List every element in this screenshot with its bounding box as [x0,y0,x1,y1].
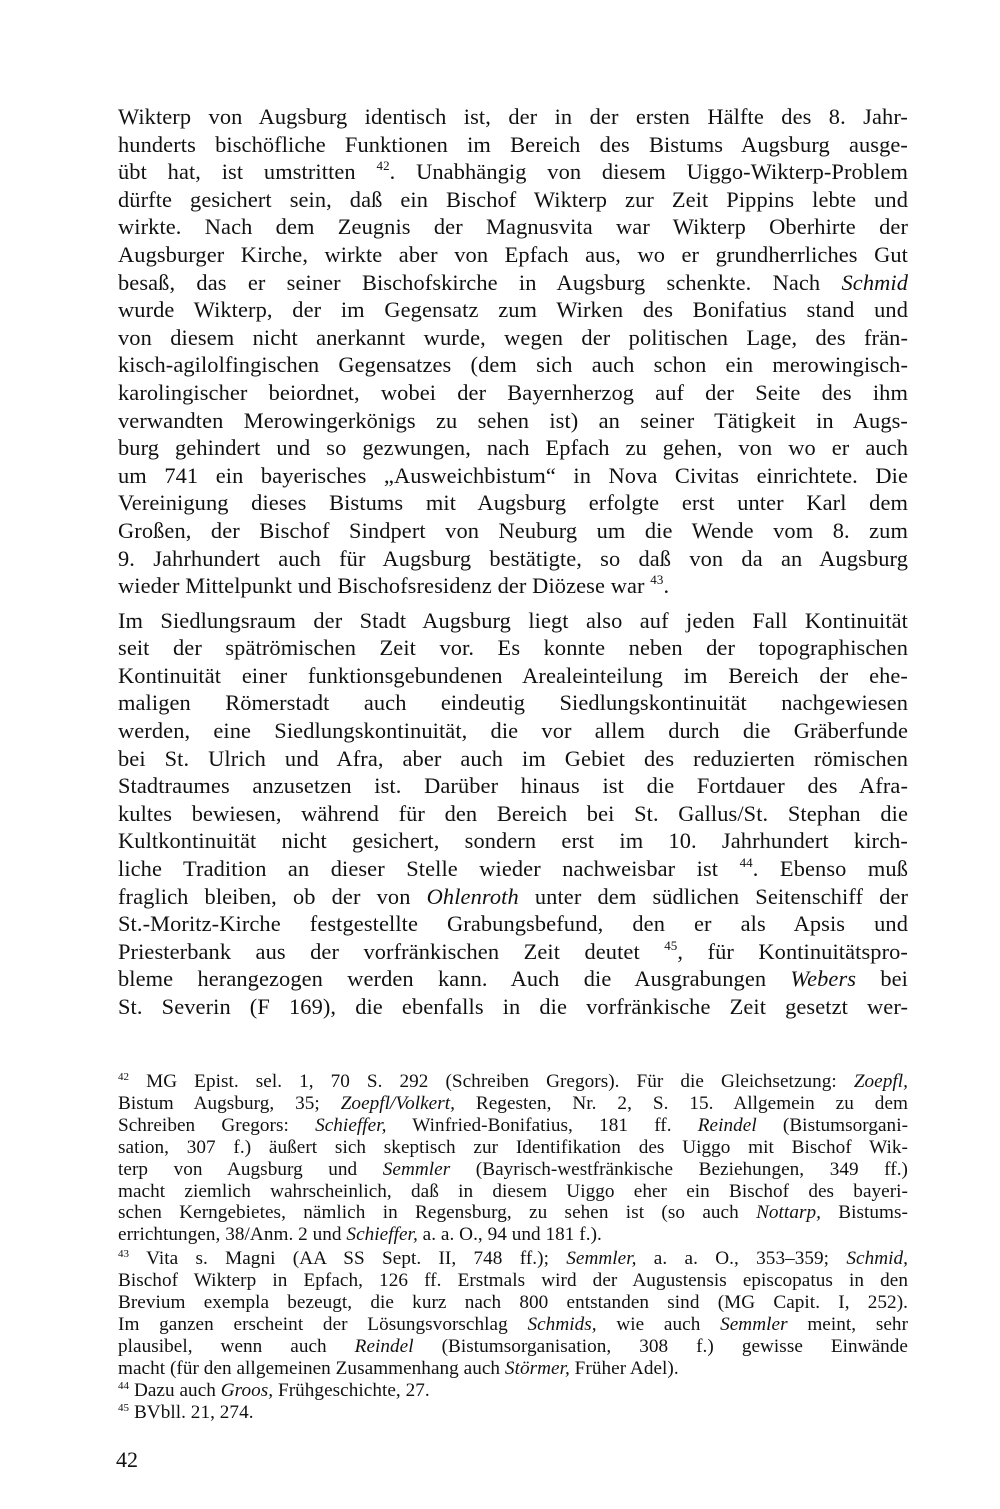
footnote-ref-45[interactable]: 45 [664,937,678,953]
text-line: wieder Mittelpunkt und Bischofsresidenz der Diözese war $^{43}$. [118,572,670,599]
note-line: Bischof Wikterp in Epfach, 126 ff. Erstmals wird der Augustensis episcopatus in den [118,1270,908,1292]
text-line: von diesem nicht anerkannt wurde, wegen der politischen Lage, des frän- [118,324,908,350]
footnote-number: 42 [118,1071,130,1083]
text-line: kisch-agilolfingischen Gegensatzes (dem sich auch schon ein merowingisch- [118,352,908,378]
text-line: burg gehindert und so gezwungen, nach Epfach zu gehen, von wo er auch [118,435,908,461]
text-line: karolingischer beiordnet, wobei der Bayernherzog auf der Seite des ihm [118,379,908,405]
footnote-43 [118,1248,908,1379]
text-line: Stadtraumes anzusetzen ist. Darüber hinaus ist die Fortdauer des Afra- [118,773,908,799]
paragraph-2 [118,607,908,1021]
text-line: bei St. Ulrich und Afra, aber auch im Gebiet des reduzierten römischen [118,745,908,771]
footnote-45 [118,1402,908,1424]
text-line: Wikterp von Augsburg identisch ist, der in der ersten Hälfte des 8. Jahr- [118,104,908,129]
text-line: um 741 ein bayerisches „Ausweichbistum“ in Nova Civitas einrichtete. Die [118,462,908,488]
text-line: Im Siedlungsraum der Stadt Augsburg liegt also auf jeden Fall Kontinuität [118,607,908,633]
footnote-ref-43[interactable]: 43 [650,572,664,588]
note-line: $^{44}$ Dazu auch Groos, Frühgeschichte, 27. [118,1379,430,1401]
text-line: übt hat, ist umstritten $^{42}$. Unabhängig von diesem Uiggo-Wikterp-Problem [118,158,908,185]
text-line: St.-Moritz-Kirche festgestellte Grabungsbefund, den er als Apsis und [118,911,908,937]
note-line: $^{43}$ Vita s. Magni (AA SS Sept. II, 748 ff.); Semmler, a. a. O., 353–359; Schmid, [118,1248,908,1270]
footnote-ref-44[interactable]: 44 [739,855,753,871]
text-line: wurde Wikterp, der im Gegensatz zum Wirken des Bonifatius stand und [118,297,908,323]
main-text [118,103,908,1021]
note-line: $^{45}$ BVbll. 21, 274. [118,1401,254,1423]
footnote-number: 43 [118,1248,130,1261]
paragraph-1 [118,103,908,600]
text-line: werden, eine Siedlungskontinuität, die vor allem durch die Gräberfunde [118,718,908,744]
text-line: fraglich bleiben, ob der von Ohlenroth unter dem südlichen Seitenschiff der [118,883,909,909]
text-line: kultes bewiesen, während für den Bereich bei St. Gallus/St. Stephan die [118,800,908,826]
author-name: Ohlenroth [426,883,519,909]
page-number: 42 [116,1447,138,1472]
note-line: schen Kerngebietes, nämlich in Regensburg, zu sehen ist (so auch Nottarp, Bistums- [118,1202,908,1224]
text-line: Kontinuität einer funktionsgebundenen Arealeinteilung im Bereich der ehe- [118,662,908,688]
text-line: hunderts bischöfliche Funktionen im Bereich des Bistums Augsburg ausge- [118,131,908,157]
note-line: macht (für den allgemeinen Zusammenhang auch Störmer, Früher Adel). [118,1357,679,1379]
author-name: Schmid [841,269,908,295]
footnotes [118,1071,908,1424]
text-line: Vereinigung dieses Bistums mit Augsburg erfolgte erst unter Karl dem [118,490,908,516]
text-line: wirkte. Nach dem Zeugnis der Magnusvita war Wikterp Oberhirte der [118,214,908,240]
text-line: seit der spätrömischen Zeit vor. Es konnte neben der topographischen [118,635,908,661]
text-line: Augsburger Kirche, wirkte aber von Epfach aus, wo er grundherrliches Gut [118,241,908,267]
note-line: Brevium exempla bezeugt, die kurz nach 800 entstanden sind (MG Capit. I, 252). [118,1292,908,1314]
footnote-44 [118,1380,908,1402]
note-line: Bistum Augsburg, 35; Zoepfl/Volkert, Regesten, Nr. 2, S. 15. Allgemein zu dem [118,1092,908,1114]
text-line: liche Tradition an dieser Stelle wieder nachweisbar ist $^{44}$. Ebenso muß [118,855,908,882]
note-line: $^{42}$ MG Epist. sel. 1, 70 S. 292 (Schreiben Gregors). Für die Gleichsetzung: Zoepfl, [118,1071,908,1092]
footnote-ref-42[interactable]: 42 [376,158,390,174]
note-line: errichtungen, 38/Anm. 2 und Schieffer, a. a. O., 94 und 181 f.). [118,1224,602,1246]
author-name: Webers [790,966,857,992]
text-line: St. Severin (F 169), die ebenfalls in die vorfränkische Zeit gesetzt wer- [118,994,908,1019]
note-line: plausibel, wenn auch Reindel (Bistumsorganisation, 308 f.) gewisse Einwände [118,1335,909,1357]
text-line: bleme herangezogen werden kann. Auch die Ausgrabungen Webers bei [118,966,908,992]
text-line: besaß, das er seiner Bischofskirche in Augsburg schenkte. Nach Schmid [118,269,908,295]
text-line: 9. Jahrhundert auch für Augsburg bestätigte, so daß von da an Augsburg [118,545,908,571]
text-line: dürfte gesichert sein, daß ein Bischof Wikterp zur Zeit Pippins lebte und [118,186,908,212]
text-line: Kultkontinuität nicht gesichert, sondern erst im 10. Jahrhundert kirch- [118,828,908,854]
note-line: sation, 307 f.) äußert sich skeptisch zur Identifikation des Uiggo mit Bischof Wik- [118,1136,908,1158]
footnote-42 [118,1071,908,1246]
text-line: verwandten Merowingerkönigs zu sehen ist) an seiner Tätigkeit in Augs- [118,407,908,433]
note-line: Im ganzen erscheint der Lösungsvorschlag Schmids, wie auch Semmler meint, sehr [118,1313,909,1335]
footnote-number: 44 [118,1379,130,1392]
text-line: Priesterbank aus der vorfränkischen Zeit deutet $^{45}$, für Kontinuitätspro- [118,937,908,964]
note-line: Schreiben Gregors: Schieffer, Winfried-Bonifatius, 181 ff. Reindel (Bistumsorgani- [118,1114,909,1136]
footnote-number: 45 [118,1401,130,1414]
note-line: terp von Augsburg und Semmler (Bayrisch-westfränkische Beziehungen, 349 ff.) [118,1158,908,1180]
text-line: maligen Römerstadt auch eindeutig Siedlungskontinuität nachgewiesen [118,690,908,716]
note-line: macht ziemlich wahrscheinlich, daß in diesem Uiggo eher ein Bischof des bayeri- [118,1180,908,1202]
text-line: Großen, der Bischof Sindpert von Neuburg um die Wende vom 8. zum [118,517,908,543]
